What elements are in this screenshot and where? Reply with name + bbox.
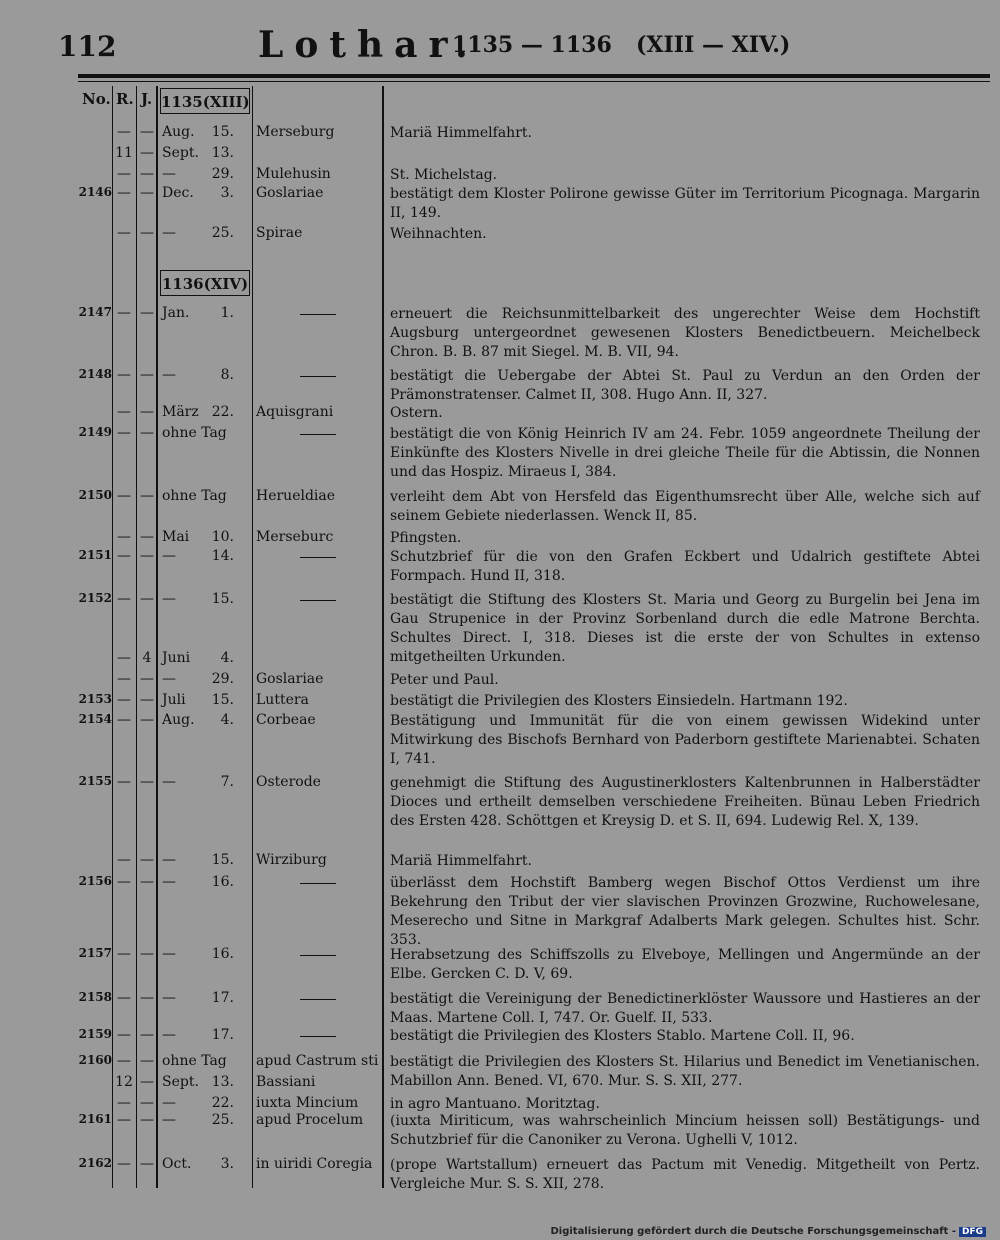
cell-day: 15. (211, 852, 234, 868)
cell-mon: — (162, 946, 176, 962)
cell-day: 13. (211, 145, 234, 161)
place-dash (300, 376, 336, 377)
running-indiction: (XIII — XIV.) (636, 32, 791, 58)
header-rule-thick (78, 74, 990, 78)
cell-j: — (140, 1053, 154, 1069)
cell-desc: Bestätigung und Immunität für die von einem gewissen Widekind unter Mitwirkung des Bischofs Bernhard von Paderborn gestiftete Marienabtei. Schaten I, 741. (390, 713, 980, 767)
cell-day: 14. (211, 548, 234, 564)
cell-r: — (117, 692, 131, 708)
cell-r: — (117, 305, 131, 321)
cell-r: — (117, 548, 131, 564)
cell-day: 3. (220, 185, 234, 201)
cell-desc: Pfingsten. (390, 530, 462, 546)
cell-day: 15. (211, 692, 234, 708)
cell-mon: — (162, 1095, 176, 1111)
cell-desc: überlässt dem Hochstift Bamberg wegen Bischof Ottos Verdienst um ihre Bekehrung den Tribut der vier slavischen Provinzen Grozwine, Ruchowelesane, Meserecho und Sitne in Markgraf Adalberts Mark gelegen. Schultes hist. Schr. 353. (390, 875, 980, 948)
cell-mon: — (162, 591, 176, 607)
column-divider-no (112, 86, 113, 1188)
column-divider-desc (382, 86, 384, 1188)
cell-mon: — (162, 1027, 176, 1043)
cell-mon: — (162, 1112, 176, 1128)
cell-mon: ohne Tag (162, 425, 227, 441)
cell-r: — (117, 185, 131, 201)
place-dash (300, 600, 336, 601)
cell-r: 11 (115, 145, 133, 161)
cell-r: — (117, 671, 131, 687)
cell-j: — (140, 1112, 154, 1128)
cell-j: — (140, 712, 154, 728)
cell-mon: ohne Tag (162, 1053, 227, 1069)
cell-day: 16. (211, 946, 234, 962)
cell-day: 25. (211, 1112, 234, 1128)
cell-no: 2149 (78, 425, 112, 439)
year-marker-1136: 1136(XIV) (160, 270, 250, 296)
column-header-j: J. (141, 90, 153, 108)
cell-j: — (140, 946, 154, 962)
cell-j: — (140, 874, 154, 890)
cell-j: — (140, 1095, 154, 1111)
cell-day: 22. (211, 1095, 234, 1111)
funding-note (550, 1226, 986, 1237)
cell-day: 1. (220, 305, 234, 321)
cell-j: — (140, 145, 154, 161)
cell-day: 25. (211, 225, 234, 241)
dfg-logo: DFG (959, 1227, 986, 1237)
cell-desc: Schutzbrief für die von den Grafen Eckbert und Udalrich gestiftete Abtei Formpach. Hund II, 318. (390, 549, 980, 584)
cell-r: — (117, 488, 131, 504)
cell-mon: Mai (162, 529, 190, 545)
cell-mon: — (162, 990, 176, 1006)
cell-place: Goslariae (256, 185, 324, 201)
cell-day: 8. (220, 367, 234, 383)
cell-mon: ohne Tag (162, 488, 227, 504)
cell-no: 2146 (78, 185, 112, 199)
cell-desc: genehmigt die Stiftung des Augustinerklosters Kaltenbrunnen in Halberstädter Dioces und ertheilt demselben verschiedene Freiheiten. Bünau Leben Friedrich des Ersten 428. Schöttgen et Kreysig D. et S. II, 694. Ludewig Rel. X, 139. (390, 775, 980, 829)
cell-place: Osterode (256, 774, 321, 790)
cell-no: 2159 (78, 1027, 112, 1041)
cell-desc: bestätigt die von König Heinrich IV am 24. Febr. 1059 angeordnete Theilung der Einkünfte des Klosters Nivelle in drei gleiche Theile für die Abtissin, die Nonnen und das Hospiz. Miraeus I, 384. (390, 426, 980, 480)
cell-desc: Weihnachten. (390, 226, 487, 242)
cell-mon: Juli (162, 692, 186, 708)
cell-mon: Sept. (162, 1074, 199, 1090)
cell-mon: — (162, 852, 176, 868)
cell-desc: (iuxta Miriticum, was wahrscheinlich Mincium heissen soll) Bestätigungs- und Schutzbrief für die Canoniker zu Verona. Ughelli V, 1012. (390, 1113, 980, 1148)
cell-place: Luttera (256, 692, 309, 708)
cell-r: — (117, 852, 131, 868)
cell-place: Goslariae (256, 671, 324, 687)
cell-r: — (117, 650, 131, 666)
cell-r: — (117, 874, 131, 890)
cell-day: 16. (211, 874, 234, 890)
column-header-no: No. (82, 90, 111, 108)
column-divider-r (136, 86, 137, 1188)
cell-day: 29. (211, 166, 234, 182)
cell-mon: — (162, 225, 176, 241)
cell-day: 13. (211, 1074, 234, 1090)
cell-day: 10. (211, 529, 234, 545)
cell-desc: bestätigt die Stiftung des Klosters St. Maria und Georg zu Burgelin bei Jena im Gau Strupenice in der Provinz Sorbenland durch die edle Matrone Berchta. Schultes Direct. I, 318. Dieses ist die erste der von Schultes in extenso mitgetheilten Urkunden. (390, 592, 980, 665)
page-number: 112 (58, 30, 117, 63)
header-rule-thin (78, 81, 990, 82)
cell-r: — (117, 774, 131, 790)
cell-no: 2151 (78, 548, 112, 562)
cell-mon: Sept. (162, 145, 199, 161)
cell-desc: erneuert die Reichsunmittelbarkeit des ungerechter Weise dem Hochstift Augsburg untergeordnet gewesenen Klosters Benedictbeuern. Meichelbeck Chron. B. B. 87 mit Siegel. M. B. VII, 94. (390, 306, 980, 360)
cell-place: Mulehusin (256, 166, 331, 182)
cell-no: 2156 (78, 874, 112, 888)
cell-day: 7. (220, 774, 234, 790)
column-divider-place (252, 86, 253, 1188)
cell-day: 17. (211, 1027, 234, 1043)
cell-r: — (117, 367, 131, 383)
cell-desc: verleiht dem Abt von Hersfeld das Eigenthumsrecht über Alle, welche sich auf seinem Gebiete niederlassen. Wenck II, 85. (390, 489, 980, 524)
cell-desc: bestätigt dem Kloster Polirone gewisse Güter im Territorium Picognaga. Margarin II, 149. (390, 186, 980, 221)
cell-j: — (140, 305, 154, 321)
cell-r: — (117, 990, 131, 1006)
cell-j: — (140, 529, 154, 545)
cell-mon: Juni (162, 650, 191, 666)
cell-day: 15. (211, 124, 234, 140)
cell-mon: — (162, 874, 176, 890)
cell-j: — (140, 591, 154, 607)
cell-j: — (140, 225, 154, 241)
cell-place: iuxta Mincium (256, 1095, 359, 1111)
cell-desc: bestätigt die Privilegien des Klosters St. Hilarius und Benedict im Venetianischen. Mabillon Ann. Bened. VI, 670. Mur. S. S. XII, 277. (390, 1054, 980, 1089)
cell-place: Wirziburg (256, 852, 327, 868)
cell-r: — (117, 1095, 131, 1111)
cell-day: 15. (211, 591, 234, 607)
cell-day: 22. (211, 404, 234, 420)
cell-r: — (117, 712, 131, 728)
cell-mon: — (162, 367, 176, 383)
cell-j: — (140, 404, 154, 420)
cell-place: Aquisgrani (256, 404, 334, 420)
column-header-r: R. (116, 90, 134, 108)
cell-mon: Aug. (162, 124, 195, 140)
cell-place: apud Procelum (256, 1112, 364, 1128)
cell-desc: bestätigt die Vereinigung der Benedictinerklöster Waussore und Hastieres an der Maas. Martene Coll. I, 747. Or. Guelf. II, 533. (390, 991, 980, 1026)
cell-no: 2161 (78, 1112, 112, 1126)
cell-j: — (140, 692, 154, 708)
cell-j: — (140, 425, 154, 441)
cell-mon: Oct. (162, 1156, 192, 1172)
cell-day: 3. (220, 1156, 234, 1172)
cell-j: — (140, 852, 154, 868)
cell-place: Merseburc (256, 529, 334, 545)
cell-place: apud Castrum sti (256, 1053, 379, 1069)
cell-desc: bestätigt die Privilegien des Klosters Stablo. Martene Coll. II, 96. (390, 1028, 855, 1044)
cell-j: — (140, 990, 154, 1006)
cell-desc: Mariä Himmelfahrt. (390, 125, 532, 141)
cell-j: — (140, 124, 154, 140)
cell-r: — (117, 124, 131, 140)
cell-desc: (prope Wartstallum) erneuert das Pactum mit Venedig. Mitgetheilt von Pertz. Vergleiche Mur. S. S. XII, 278. (390, 1157, 980, 1192)
cell-place: Bassiani (256, 1074, 316, 1090)
place-dash (300, 557, 336, 558)
cell-no: 2158 (78, 990, 112, 1004)
cell-place: Corbeae (256, 712, 316, 728)
cell-no: 2148 (78, 367, 112, 381)
cell-mon: — (162, 774, 176, 790)
cell-place: Spirae (256, 225, 303, 241)
cell-j: — (140, 185, 154, 201)
place-dash (300, 434, 336, 435)
cell-r: — (117, 946, 131, 962)
cell-place: in uiridi Coregia (256, 1156, 373, 1172)
place-dash (300, 314, 336, 315)
year-marker-1135: 1135(XIII) (160, 88, 250, 114)
cell-j: — (140, 548, 154, 564)
cell-desc: in agro Mantuano. Moritztag. (390, 1096, 600, 1112)
cell-r: — (117, 529, 131, 545)
place-dash (300, 883, 336, 884)
cell-r: — (117, 425, 131, 441)
cell-no: 2152 (78, 591, 112, 605)
cell-j: — (140, 774, 154, 790)
cell-no: 2155 (78, 774, 112, 788)
cell-no: 2162 (78, 1156, 112, 1170)
cell-r: — (117, 166, 131, 182)
cell-r: 12 (115, 1074, 133, 1090)
cell-no: 2150 (78, 488, 112, 502)
cell-r: — (117, 1112, 131, 1128)
cell-mon: Jan. (162, 305, 190, 321)
cell-no: 2154 (78, 712, 112, 726)
cell-j: — (140, 1156, 154, 1172)
cell-day: 4. (220, 650, 234, 666)
column-divider-j (156, 86, 158, 1188)
cell-mon: Dec. (162, 185, 194, 201)
cell-day: 17. (211, 990, 234, 1006)
place-dash (300, 955, 336, 956)
cell-mon: Aug. (162, 712, 195, 728)
cell-j: — (140, 488, 154, 504)
cell-j: — (140, 671, 154, 687)
cell-mon: März (162, 404, 199, 420)
cell-r: — (117, 1053, 131, 1069)
cell-j: — (140, 1027, 154, 1043)
cell-day: 4. (220, 712, 234, 728)
cell-desc: Ostern. (390, 405, 443, 421)
funding-text: Digitalisierung gefördert durch die Deutsche Forschungsgemeinschaft - (550, 1226, 956, 1237)
cell-j: — (140, 1074, 154, 1090)
cell-r: — (117, 1156, 131, 1172)
running-title: Lothar. (258, 24, 479, 66)
place-dash (300, 999, 336, 1000)
cell-j: 4 (142, 650, 152, 666)
cell-desc: bestätigt die Uebergabe der Abtei St. Paul zu Verdun an den Orden der Prämonstratenser. Calmet II, 308. Hugo Ann. II, 327. (390, 368, 980, 403)
cell-desc: Mariä Himmelfahrt. (390, 853, 532, 869)
cell-r: — (117, 1027, 131, 1043)
cell-place: Herueldiae (256, 488, 336, 504)
cell-r: — (117, 591, 131, 607)
cell-desc: Herabsetzung des Schiffszolls zu Elveboye, Mellingen und Angermünde an der Elbe. Gercken C. D. V, 69. (390, 947, 980, 982)
cell-mon: — (162, 671, 176, 687)
cell-place: Merseburg (256, 124, 335, 140)
cell-mon: — (162, 166, 176, 182)
cell-no: 2160 (78, 1053, 112, 1067)
cell-day: 29. (211, 671, 234, 687)
cell-desc: bestätigt die Privilegien des Klosters Einsiedeln. Hartmann 192. (390, 693, 848, 709)
cell-no: 2157 (78, 946, 112, 960)
cell-j: — (140, 367, 154, 383)
cell-no: 2153 (78, 692, 112, 706)
cell-mon: — (162, 548, 176, 564)
place-dash (300, 1036, 336, 1037)
cell-j: — (140, 166, 154, 182)
cell-r: — (117, 404, 131, 420)
cell-desc: Peter und Paul. (390, 672, 499, 688)
cell-no: 2147 (78, 305, 112, 319)
cell-r: — (117, 225, 131, 241)
running-years: 1135 — 1136 (452, 32, 612, 58)
cell-desc: St. Michelstag. (390, 167, 498, 183)
